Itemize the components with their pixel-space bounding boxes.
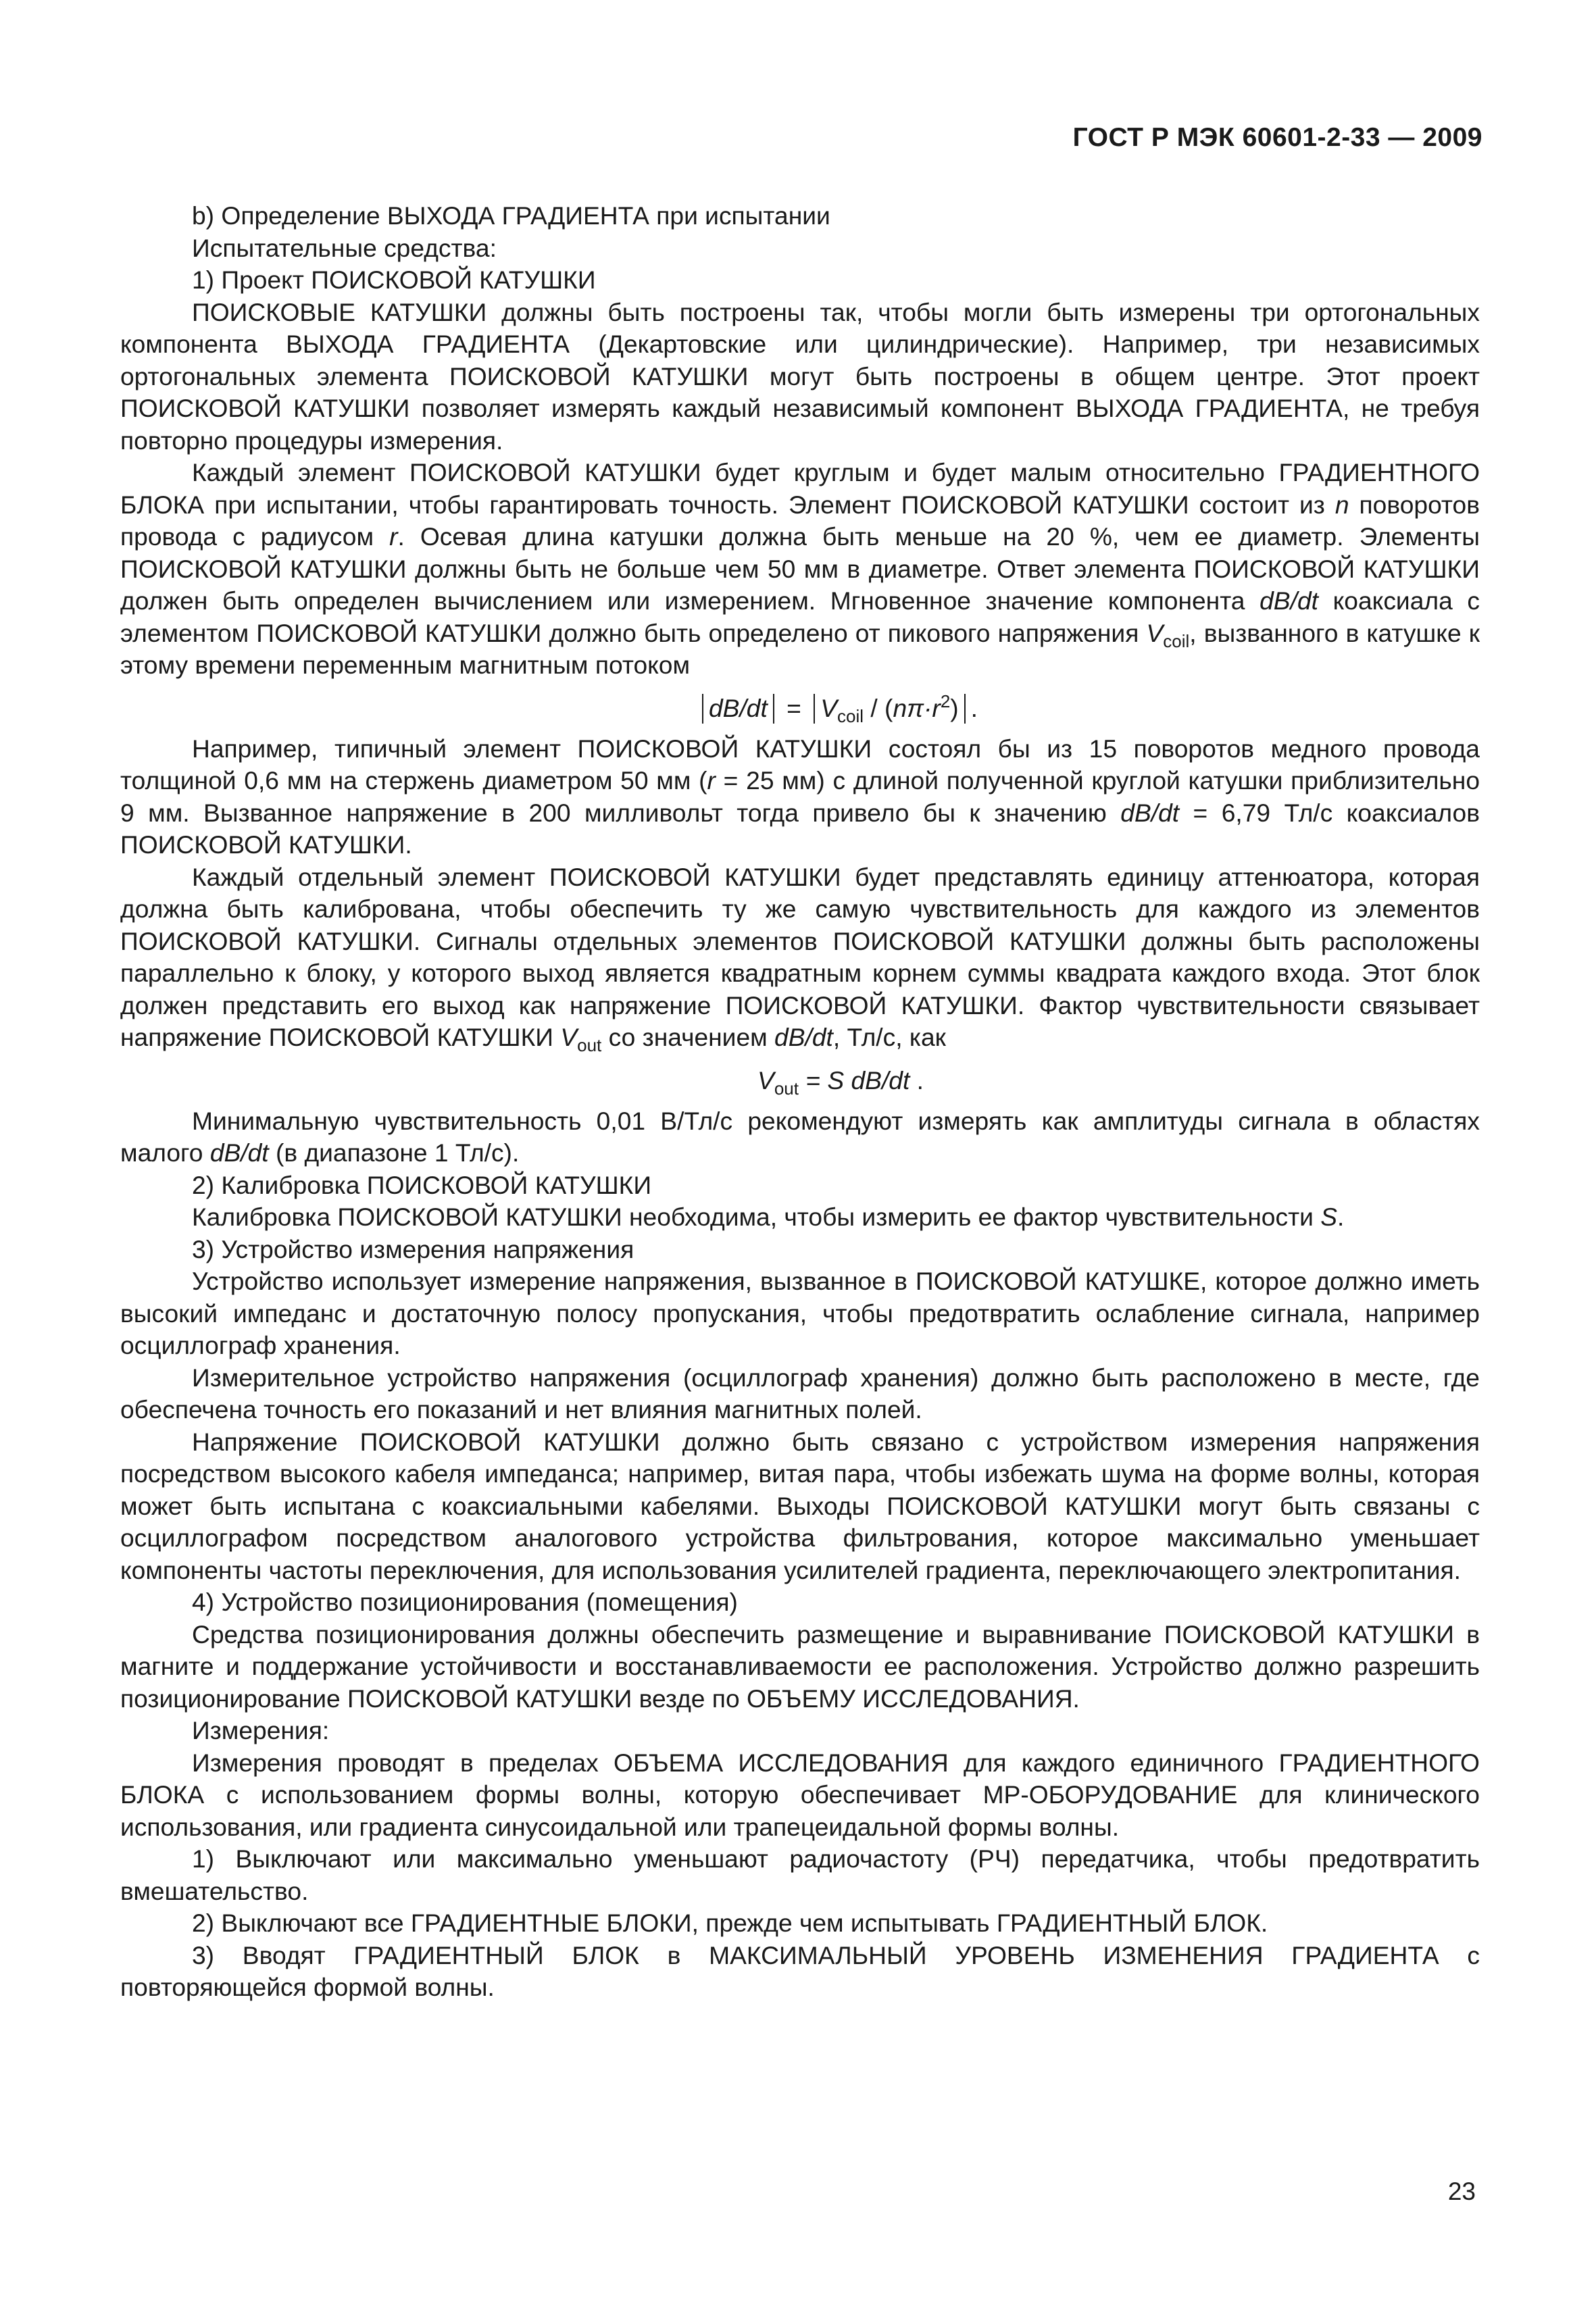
abs-bar <box>814 694 815 724</box>
paragraph-attenuator: Каждый отдельный элемент ПОИСКОВОЙ КАТУШКИ будет представлять единицу аттенюатора, которая должна быть калибрована, чтобы обеспечить ту же самую чувствительность для каждого из элементов ПОИСКОВОЙ КАТУШКИ. Сигналы отдельных элементов ПОИСКОВОЙ КАТУШКИ должны быть расположены параллельно к блоку, у которого выход является квадратным корнем суммы квадрата каждого входа. Этот блок должен представить его выход как напряжение ПОИСКОВОЙ КАТУШКИ. Фактор чувствительности связывает напряжение ПОИСКОВОЙ КАТУШКИ $V_{out}$ со значением dB/dt, Тл/с, как <box>120 862 1480 1055</box>
subheading-measurements: Измерения: <box>192 1716 330 1744</box>
page-number: 23 <box>1447 2178 1476 2205</box>
section-heading-b: b) Определение ВЫХОДА ГРАДИЕНТА при испытании <box>192 201 830 230</box>
paragraph-search-coils: ПОИСКОВЫЕ КАТУШКИ должны быть построены так, чтобы могли быть измерены три ортогональных компонента ВЫХОДА ГРАДИЕНТА (Декартовские или цилиндрические). Например, три независимых ортогональных элемента ПОИСКОВОЙ КАТУШКИ могут быть построены в общем центре. Этот проект ПОИСКОВОЙ КАТУШКИ позволяет измерять каждый независимый компонент ВЫХОДА ГРАДИЕНТА, не требуя повторно процедуры измерения. <box>120 297 1480 455</box>
paragraph-positioning: Средства позиционирования должны обеспечить размещение и выравнивание ПОИСКОВОЙ КАТУШКИ в магните и поддержание устойчивости и восстанавливаемости ее расположения. Устройство должно разрешить позиционирование ПОИСКОВОЙ КАТУШКИ везде по ОБЪЕМУ ИССЛЕДОВАНИЯ. <box>120 1619 1480 1713</box>
document-header: ГОСТ Р МЭК 60601-2-33 — 2009 <box>1072 123 1482 152</box>
subheading-test-means: Испытательные средства: <box>192 233 497 262</box>
paragraph-measurements: Измерения проводят в пределах ОБЪЕМА ИССЛЕДОВАНИЯ для каждого единичного ГРАДИЕНТНОГО БЛОКА с использованием формы волны, которую обеспечивает МР-ОБОРУДОВАНИЕ для клинического использования, или градиента синусоидальной или трапецеидальной формы волны. <box>120 1748 1480 1841</box>
item-heading-3: 3) Устройство измерения напряжения <box>192 1234 634 1263</box>
paragraph-coil-element: Каждый элемент ПОИСКОВОЙ КАТУШКИ будет круглым и будет малым относительно ГРАДИЕНТНОГО БЛОКА при испытании, чтобы гарантировать точность. Элемент ПОИСКОВОЙ КАТУШКИ состоит из n поворотов провода с радиусом r. Осевая длина катушки должна быть меньше на 20 %, чем ее диаметр. Элементы ПОИСКОВОЙ КАТУШКИ должны быть не больше чем 50 мм в диаметре. Ответ элемента ПОИСКОВОЙ КАТУШКИ должен быть определен вычислением или измерением. Мгновенное значение компонента dB/dt коаксиала с элементом ПОИСКОВОЙ КАТУШКИ должно быть определено от пикового напряжения $V_{coil}$, вызванного в катушке к этому времени переменным магнитным потоком <box>120 458 1480 679</box>
formula-dbdt: $dB/dt = V_{coil} / (n\pi\cdot r^2)$ . <box>120 691 1480 725</box>
formula-vout: $V_{out} = S$ dB/dt . <box>757 1065 924 1099</box>
paragraph-calibration: Калибровка ПОИСКОВОЙ КАТУШКИ необходима, чтобы измерить ее фактор чувствительности S. <box>192 1203 1345 1231</box>
paragraph-example: Например, типичный элемент ПОИСКОВОЙ КАТУШКИ состоял бы из 15 поворотов медного провода толщиной 0,6 мм на стержень диаметром 50 мм (r = 25 мм) с длиной полученной круглой катушки приблизительно 9 мм. Вызванное напряжение в 200 милливольт тогда привело бы к значению dB/dt = 6,79 Тл/с коаксиалов ПОИСКОВОЙ КАТУШКИ. <box>120 734 1480 859</box>
step-1: 1) Выключают или максимально уменьшают радиочастоту (РЧ) передатчика, чтобы предотвратить вмешательство. <box>120 1844 1480 1905</box>
item-heading-1: 1) Проект ПОИСКОВОЙ КАТУШКИ <box>192 266 596 294</box>
step-3: 3) Вводят ГРАДИЕНТНЫЙ БЛОК в МАКСИМАЛЬНЫЙ УРОВЕНЬ ИЗМЕНЕНИЯ ГРАДИЕНТА с повторяющейся формой волны. <box>120 1940 1480 2001</box>
paragraph-min-sensitivity: Минимальную чувствительность 0,01 В/Тл/с рекомендуют измерять как амплитуды сигнала в областях малого dB/dt (в диапазоне 1 Тл/с). <box>120 1106 1480 1167</box>
paragraph-measuring-device: Измерительное устройство напряжения (осциллограф хранения) должно быть расположено в месте, где обеспечена точность его показаний и нет влияния магнитных полей. <box>120 1363 1480 1424</box>
paragraph-device: Устройство использует измерение напряжения, вызванное в ПОИСКОВОЙ КАТУШКЕ, которое должно иметь высокий импеданс и достаточную полосу пропускания, чтобы предотвратить ослабление сигнала, например осциллограф хранения. <box>120 1267 1480 1359</box>
paragraph-cable: Напряжение ПОИСКОВОЙ КАТУШКИ должно быть связано с устройством измерения напряжения посредством высокого кабеля импеданса; например, витая пара, чтобы избежать шума на форме волны, которая может быть испытана с коаксиальными кабелями. Выходы ПОИСКОВОЙ КАТУШКИ могут быть связаны с осциллографом посредством аналогового устройства фильтрования, которое максимально уменьшает компоненты частоты переключения, для использования усилителей градиента, переключающего электропитания. <box>120 1427 1480 1584</box>
abs-bar <box>773 694 774 724</box>
abs-bar <box>702 694 703 724</box>
document-body <box>120 200 1480 2004</box>
item-heading-2: 2) Калибровка ПОИСКОВОЙ КАТУШКИ <box>192 1170 652 1199</box>
item-heading-4: 4) Устройство позиционирования (помещения) <box>192 1588 738 1616</box>
abs-bar <box>964 694 966 724</box>
step-2: 2) Выключают все ГРАДИЕНТНЫЕ БЛОКИ, прежде чем испытывать ГРАДИЕНТНЫЙ БЛОК. <box>192 1909 1268 1937</box>
